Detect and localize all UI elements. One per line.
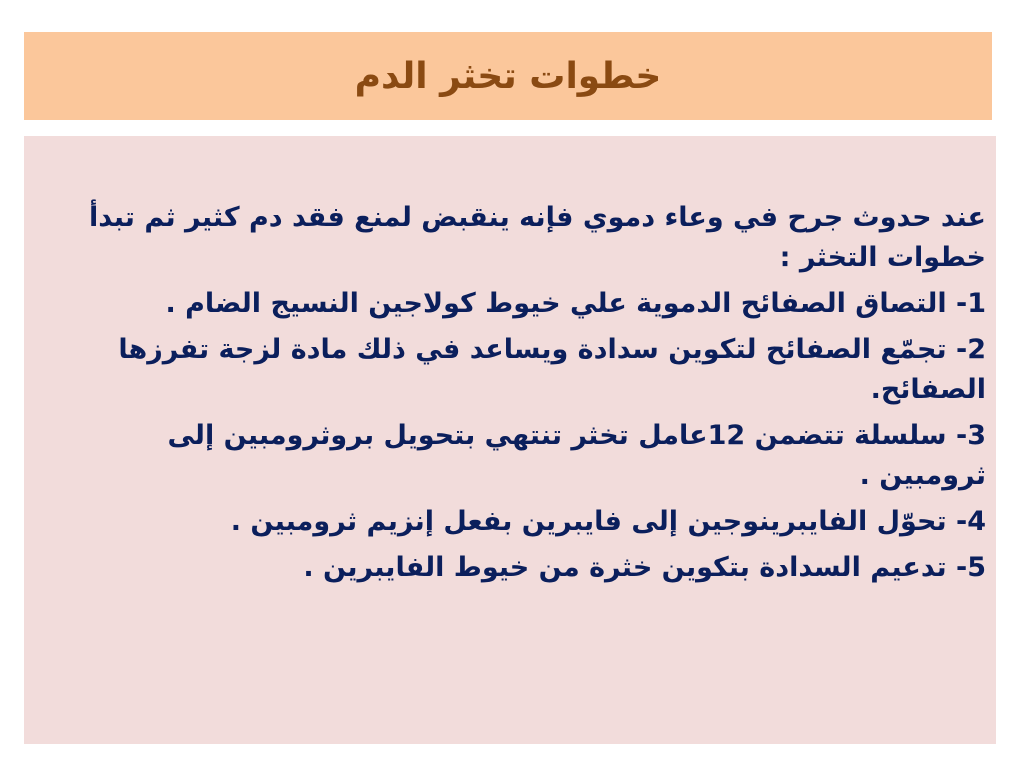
step-2: 2- تجمّع الصفائح لتكوين سدادة ويساعد في ذلك مادة لزجة تفرزها الصفائح. <box>118 334 986 405</box>
content-text <box>54 198 986 588</box>
intro-paragraph: عند حدوث جرح في وعاء دموي فإنه ينقبض لمنع فقد دم كثير ثم تبدأ خطوات التخثر : <box>88 202 986 273</box>
step-4: 4- تحوّل الفايبرينوجين إلى فايبرين بفعل إنزيم ثرومبين . <box>230 506 986 537</box>
step-5: 5- تدعيم السدادة بتكوين خثرة من خيوط الفايبرين . <box>303 552 986 583</box>
step-3: 3- سلسلة تتضمن 12عامل تخثر تنتهي بتحويل بروثرومبين إلى ثرومبين . <box>167 420 986 491</box>
content-box <box>24 136 996 744</box>
slide-title: خطوات تخثر الدم <box>354 55 662 97</box>
title-bar <box>24 32 992 120</box>
step-1: 1- التصاق الصفائح الدموية علي خيوط كولاجين النسيج الضام . <box>165 288 986 319</box>
